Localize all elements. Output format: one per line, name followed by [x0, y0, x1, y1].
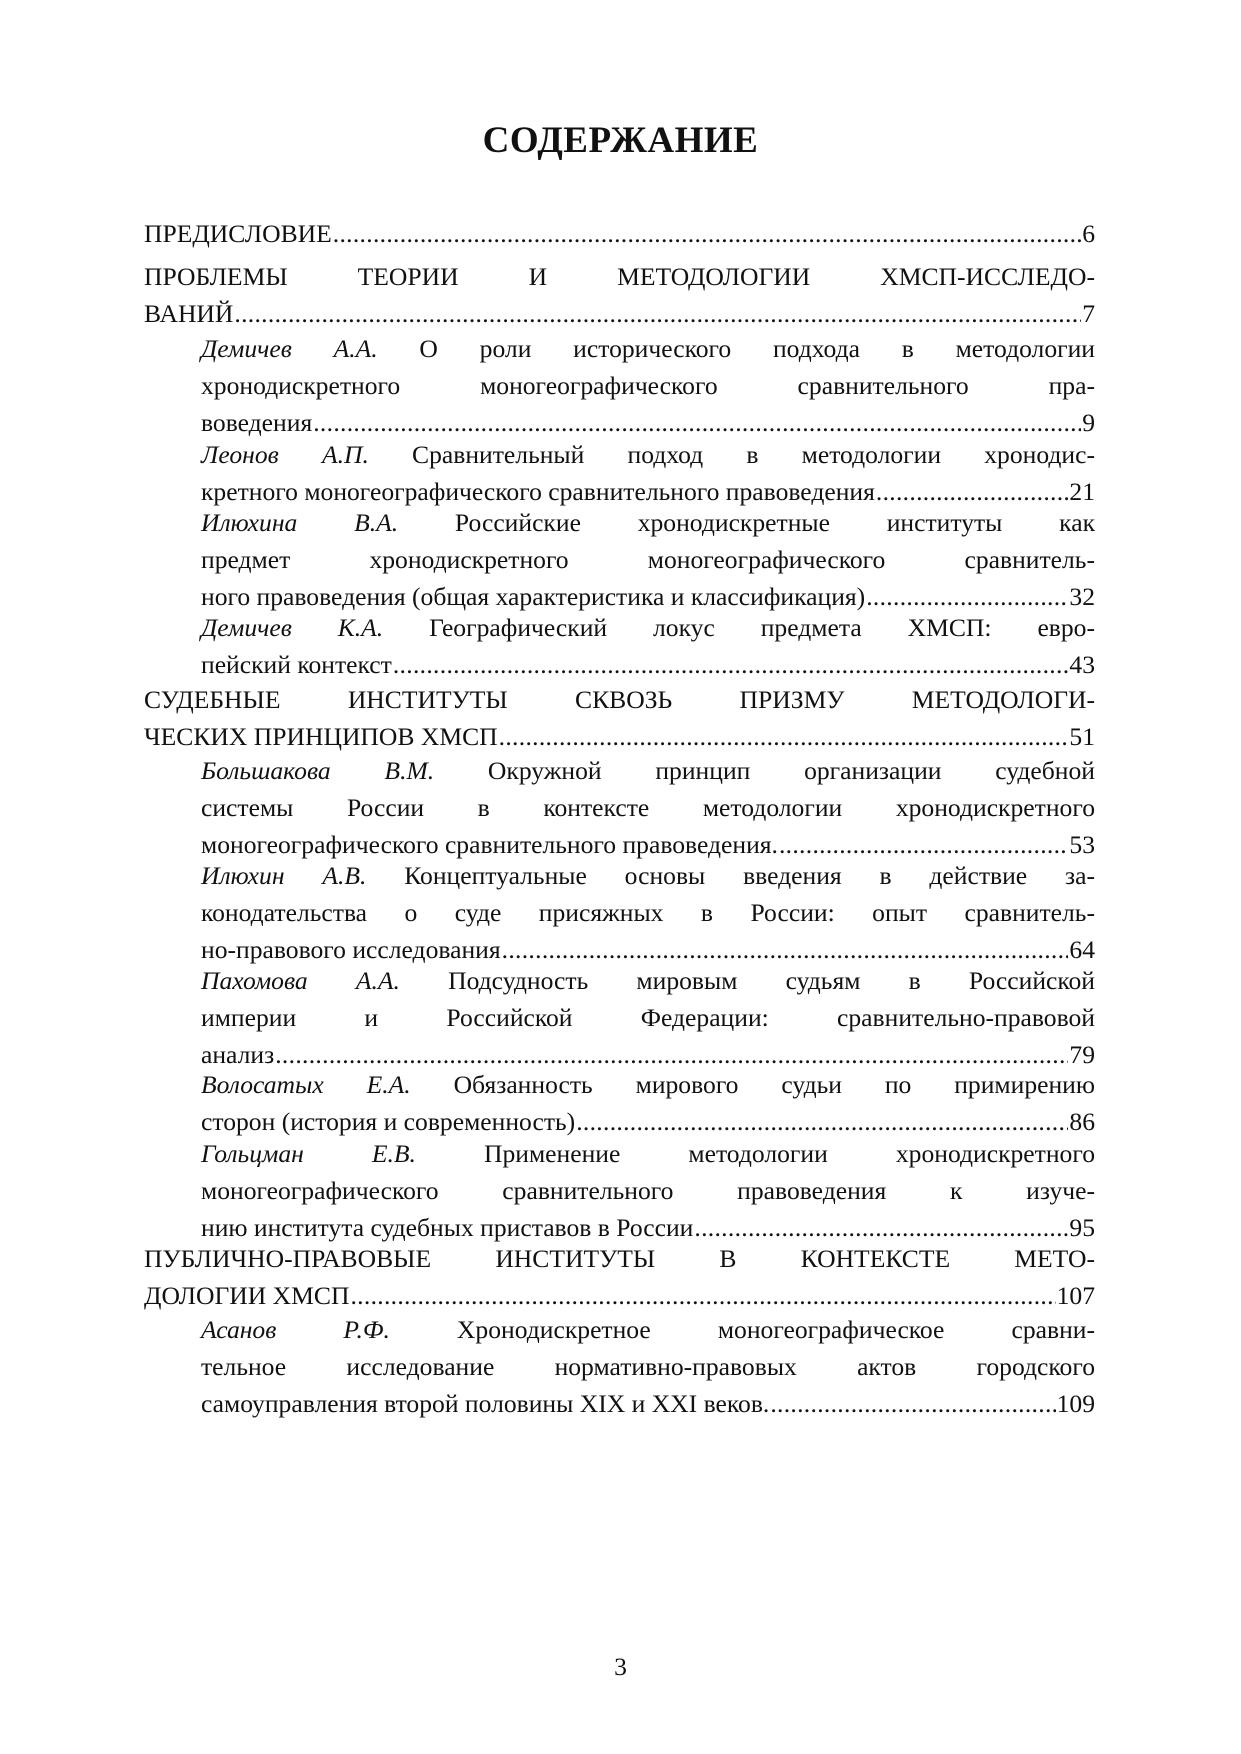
toc-line — [201, 609, 1095, 646]
toc-line — [201, 894, 1095, 931]
toc-article[interactable] — [201, 1135, 1095, 1246]
article-author: Асанов Р.Ф. — [201, 1315, 390, 1344]
article-author: Илюхин А.В. — [201, 861, 367, 890]
toc-line — [144, 1240, 1095, 1277]
article-title: моногеографического сравнительного правоведения. — [201, 830, 778, 859]
toc-line — [201, 1385, 1095, 1422]
toc-line — [201, 962, 1095, 999]
toc-article[interactable] — [201, 1311, 1095, 1422]
toc-line — [201, 504, 1095, 541]
toc-line — [144, 295, 1095, 332]
dot-leader — [770, 1385, 1055, 1422]
toc-article[interactable] — [201, 609, 1095, 683]
toc-line — [201, 541, 1095, 578]
article-title: Обязанность мирового судьи по примирению — [410, 1070, 1095, 1099]
toc-page-number: 64 — [1069, 935, 1095, 964]
page-number: 3 — [614, 1652, 627, 1681]
dot-leader — [333, 215, 1081, 252]
article-title: воведения — [201, 408, 313, 437]
article-title: но-правового исследования — [201, 935, 501, 964]
toc-page-number: 6 — [1082, 219, 1095, 248]
dot-leader — [234, 295, 1081, 332]
toc-page-number: 32 — [1069, 582, 1095, 611]
article-title: моногеографического сравнительного правоведения к изуче- — [201, 1176, 1095, 1205]
toc-section-title: ВАНИЙ — [144, 299, 234, 328]
toc-line — [201, 789, 1095, 826]
toc-line — [144, 718, 1095, 755]
article-title: системы России в контексте методологии хронодискретного — [201, 793, 1095, 822]
toc-page-number: 79 — [1069, 1040, 1095, 1069]
toc-line — [201, 367, 1095, 404]
article-author: Волосатых Е.А. — [201, 1070, 411, 1099]
toc-section-courts[interactable] — [144, 681, 1095, 755]
toc-line — [201, 646, 1095, 683]
toc-line — [201, 1348, 1095, 1385]
toc-line — [201, 330, 1095, 367]
dot-leader — [350, 1277, 1055, 1314]
toc-page-number: 53 — [1069, 830, 1095, 859]
article-author: Большакова В.М. — [201, 756, 435, 785]
toc-line — [201, 857, 1095, 894]
article-title: Применение методологии хронодискретного — [415, 1139, 1096, 1168]
article-title: нию института судебных приставов в России — [201, 1213, 694, 1242]
dot-leader — [393, 646, 1069, 683]
toc-article[interactable] — [201, 752, 1095, 863]
toc-line — [201, 752, 1095, 789]
article-title: сторон (история и современность) — [201, 1107, 576, 1136]
article-author: Демичев К.А. — [201, 613, 384, 642]
article-author: Илюхина В.А. — [201, 508, 399, 537]
article-title: конодательства о суде присяжных в России: опыт сравнитель- — [201, 898, 1095, 927]
toc-article[interactable] — [201, 436, 1095, 510]
article-title: пейский контекст — [201, 650, 392, 679]
article-title: Окружной принцип организации судебной — [434, 756, 1095, 785]
article-title: О роли исторического подхода в методологии — [377, 334, 1096, 363]
toc-section-title: ПРЕДИСЛОВИЕ — [144, 219, 332, 248]
toc-article[interactable] — [201, 857, 1095, 968]
article-author: Демичев А.А. — [201, 334, 378, 363]
toc-page-number: 109 — [1056, 1389, 1095, 1418]
article-title: Подсудность мировым судьям в Российской — [399, 966, 1095, 995]
toc-section-theory[interactable] — [144, 258, 1095, 332]
toc-article[interactable] — [201, 1066, 1095, 1140]
toc-page-number: 7 — [1082, 299, 1095, 328]
toc-line — [201, 1066, 1095, 1103]
toc-line — [144, 215, 1095, 252]
toc-page-number: 9 — [1082, 408, 1095, 437]
toc-page-number: 43 — [1069, 650, 1095, 679]
article-author: Леонов А.П. — [201, 440, 369, 469]
toc-page-number: 21 — [1069, 477, 1095, 506]
toc-line — [201, 1172, 1095, 1209]
toc-line — [201, 1311, 1095, 1348]
article-author: Пахомова А.А. — [201, 966, 400, 995]
toc-line — [144, 1277, 1095, 1314]
article-title: кретного моногеографического сравнительного правоведения — [201, 477, 875, 506]
article-title: Концептуальные основы введения в действие за- — [366, 861, 1095, 890]
toc-page-number: 107 — [1056, 1281, 1095, 1310]
toc-page-number: 86 — [1069, 1107, 1095, 1136]
article-title: самоуправления второй половины XIX и XXI веков. — [201, 1389, 770, 1418]
toc-section-public-law[interactable] — [144, 1240, 1095, 1314]
toc-article[interactable] — [201, 962, 1095, 1073]
toc-section-title: СУДЕБНЫЕ ИНСТИТУТЫ СКВОЗЬ ПРИЗМУ МЕТОДОЛОГИ- — [144, 685, 1095, 714]
toc-line — [144, 258, 1095, 295]
toc-line — [144, 681, 1095, 718]
toc-article[interactable] — [201, 504, 1095, 615]
toc-section-title: ПУБЛИЧНО-ПРАВОВЫЕ ИНСТИТУТЫ В КОНТЕКСТЕ МЕТО- — [144, 1244, 1095, 1273]
article-title: Хронодискретное моногеографическое сравни- — [389, 1315, 1095, 1344]
article-title: Российские хронодискретные институты как — [398, 508, 1095, 537]
toc-section-preface[interactable] — [144, 215, 1095, 252]
article-title: Географический локус предмета ХМСП: евро- — [383, 613, 1096, 642]
toc-section-title: ДОЛОГИИ ХМСП — [144, 1281, 350, 1310]
article-title: ного правоведения (общая характеристика и классификация) — [201, 582, 866, 611]
article-title: предмет хронодискретного моногеографического сравнитель- — [201, 545, 1095, 574]
toc-page-number: 51 — [1069, 722, 1095, 751]
toc-line — [201, 999, 1095, 1036]
toc-section-title: ПРОБЛЕМЫ ТЕОРИИ И МЕТОДОЛОГИИ ХМСП-ИССЛЕДО- — [144, 262, 1095, 291]
toc-section-title: ЧЕСКИХ ПРИНЦИПОВ ХМСП — [144, 722, 498, 751]
article-title: Сравнительный подход в методологии хронодис- — [368, 440, 1095, 469]
dot-leader — [499, 718, 1069, 755]
toc-line — [201, 1135, 1095, 1172]
article-title: хронодискретного моногеографического сравнительного пра- — [201, 371, 1095, 400]
article-author: Гольцман Е.В. — [201, 1139, 416, 1168]
article-title: анализ — [201, 1040, 275, 1069]
page-title: СОДЕРЖАНИЕ — [482, 120, 759, 161]
article-title: империи и Российской Федерации: сравнительно-правовой — [201, 1003, 1095, 1032]
toc-line — [201, 436, 1095, 473]
toc-article[interactable] — [201, 330, 1095, 441]
article-title: тельное исследование нормативно-правовых актов городского — [201, 1352, 1095, 1381]
toc-page-number: 95 — [1069, 1213, 1095, 1242]
